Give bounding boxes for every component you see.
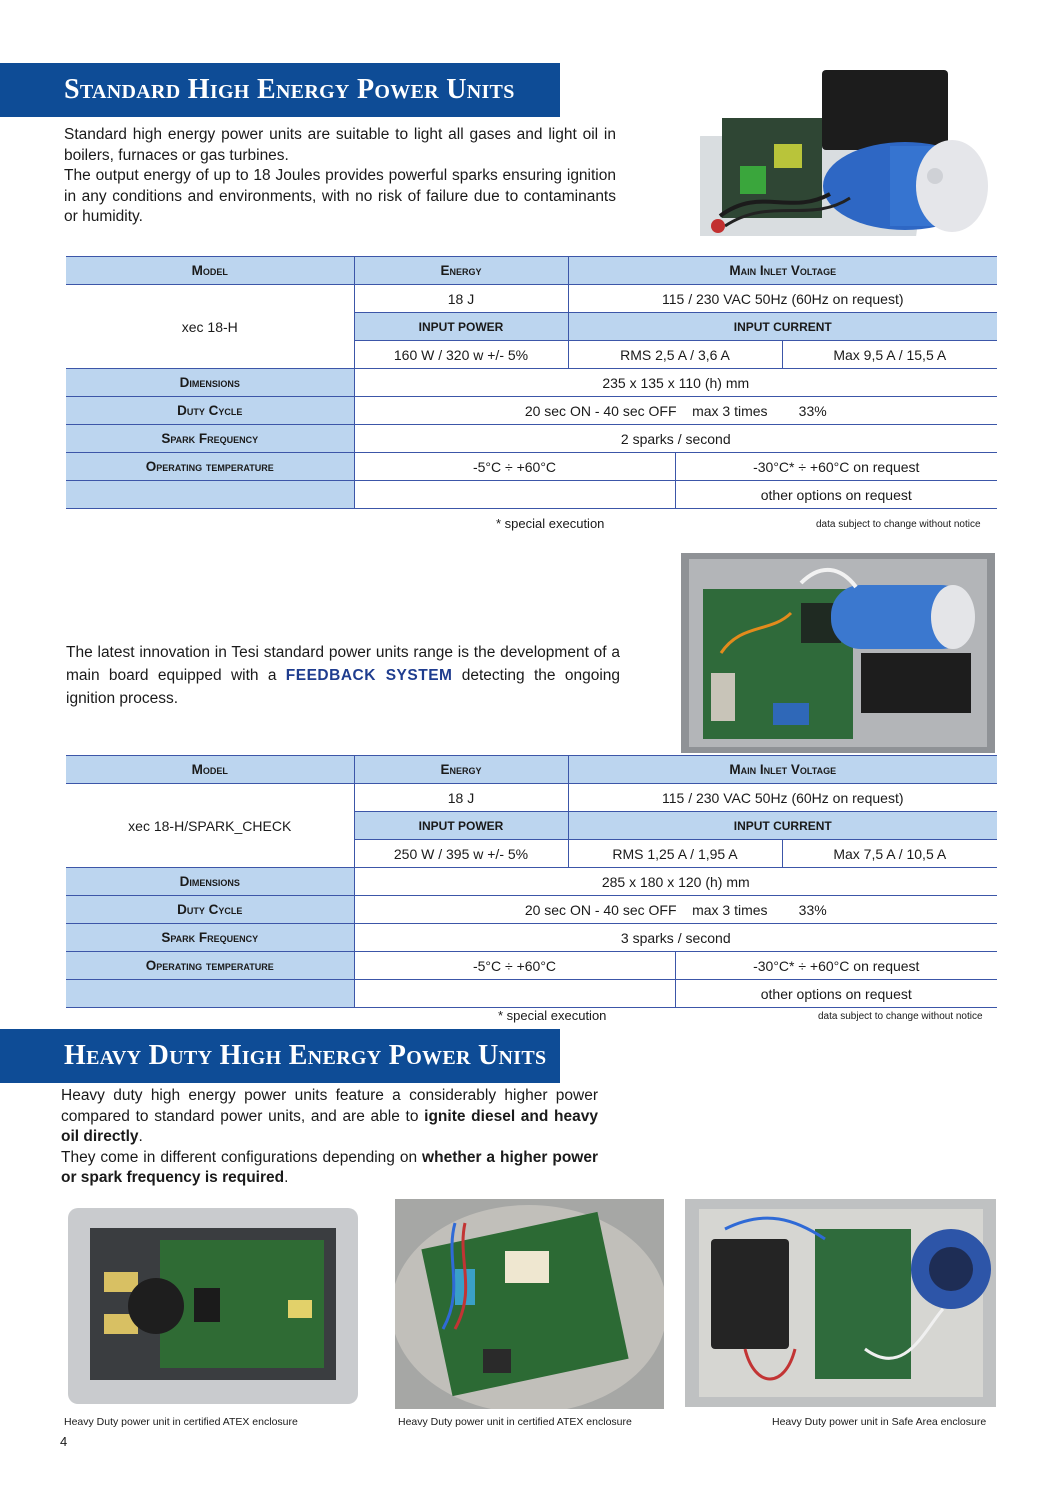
p1-text: Heavy duty high energy power units feature a considerably higher power compared to standard power units, and are able to (61, 1087, 598, 1125)
spark-frequency-value: 3 sparks / second (354, 924, 997, 952)
input-power-value: 160 W / 320 w +/- 5% (354, 341, 568, 369)
spark-frequency-label: Spark Frequency (66, 425, 354, 453)
header-energy: Energy (354, 257, 568, 285)
other-options: other options on request (675, 481, 997, 509)
spark-frequency-label: Spark Frequency (66, 924, 354, 952)
feedback-highlight: FEEDBACK SYSTEM (285, 667, 453, 684)
duty-cycle-label: Duty Cycle (66, 896, 354, 924)
voltage-value: 115 / 230 VAC 50Hz (60Hz on request) (568, 285, 997, 313)
operating-temperature-label: Operating temperature (66, 453, 354, 481)
operating-temperature-label: Operating temperature (66, 952, 354, 980)
p2-bold: whether a higher power or spark frequency is required (61, 1148, 598, 1186)
max-current-value: Max 9,5 A / 15,5 A (782, 341, 997, 369)
empty-cell (354, 980, 675, 1008)
duty-cycle-value: 20 sec ON - 40 sec OFF max 3 times 33% (354, 896, 997, 924)
header-voltage: Main Inlet Voltage (568, 756, 997, 784)
dimensions-label: Dimensions (66, 868, 354, 896)
input-power-value: 250 W / 395 w +/- 5% (354, 840, 568, 868)
energy-value: 18 J (354, 285, 568, 313)
empty-label-cell (66, 980, 354, 1008)
spark-frequency-value: 2 sparks / second (354, 425, 997, 453)
photo-safe-area-enclosure (685, 1199, 996, 1407)
input-power-label: INPUT POWER (354, 313, 568, 341)
input-current-label: INPUT CURRENT (568, 812, 997, 840)
section-title-text: Heavy Duty High Energy Power Units (64, 1040, 547, 1071)
spec-table-xec-18h (66, 256, 997, 509)
intro-line-1: Standard high energy power units are suitable to light all gases and light oil in boilers, furnaces or gas turbines. (64, 126, 616, 164)
temperature-standard: -5°C ÷ +60°C (354, 952, 675, 980)
section-title-heavy-duty (0, 1029, 560, 1083)
temperature-on-request: -30°C* ÷ +60°C on request (675, 952, 997, 980)
rms-current-value: RMS 1,25 A / 1,95 A (568, 840, 782, 868)
temperature-on-request: -30°C* ÷ +60°C on request (675, 453, 997, 481)
max-current-value: Max 7,5 A / 10,5 A (782, 840, 997, 868)
photo-atex-enclosure-2 (395, 1199, 664, 1409)
other-options: other options on request (675, 980, 997, 1008)
heavy-duty-paragraph (61, 1086, 598, 1189)
dimensions-label: Dimensions (66, 369, 354, 397)
duty-cycle-value: 20 sec ON - 40 sec OFF max 3 times 33% (354, 397, 997, 425)
section-title-text: Standard High Energy Power Units (64, 74, 515, 105)
input-power-label: INPUT POWER (354, 812, 568, 840)
voltage-value: 115 / 230 VAC 50Hz (60Hz on request) (568, 784, 997, 812)
energy-value: 18 J (354, 784, 568, 812)
page-number: 4 (60, 1434, 68, 1449)
feedback-text-before: The latest innovation in Tesi standard power units range is the development of a main board equipped with a (66, 644, 620, 684)
header-voltage: Main Inlet Voltage (568, 257, 997, 285)
intro-paragraph (64, 125, 616, 228)
photo-caption-3: Heavy Duty power unit in Safe Area enclosure (772, 1416, 987, 1428)
model-name: xec 18-H/SPARK_CHECK (66, 784, 354, 868)
special-execution-note: * special execution (496, 516, 605, 531)
empty-cell (354, 481, 675, 509)
duty-cycle-label: Duty Cycle (66, 397, 354, 425)
heavy-duty-line-2 (61, 1148, 598, 1189)
spec-table-xec-18h-spark-check (66, 755, 997, 1008)
disclaimer: data subject to change without notice (816, 519, 981, 530)
header-model: Model (66, 257, 354, 285)
photo-caption-1: Heavy Duty power unit in certified ATEX enclosure (64, 1416, 298, 1428)
feedback-paragraph (66, 641, 620, 710)
p2-text: They come in different configurations depending on (61, 1148, 423, 1166)
p2-end: . (284, 1169, 289, 1186)
model-name: xec 18-H (66, 285, 354, 369)
header-energy: Energy (354, 756, 568, 784)
dimensions-value: 285 x 180 x 120 (h) mm (354, 868, 997, 896)
header-model: Model (66, 756, 354, 784)
intro-line-2: The output energy of up to 18 Joules provides powerful sparks ensuring ignition in any conditions and environments, with no risk of failure due to contaminants or humidity. (64, 167, 616, 225)
input-current-label: INPUT CURRENT (568, 313, 997, 341)
p1-end: . (138, 1128, 143, 1145)
empty-label-cell (66, 481, 354, 509)
photo-caption-2: Heavy Duty power unit in certified ATEX enclosure (398, 1416, 632, 1428)
p1-bold: ignite diesel and heavy oil directly (61, 1107, 599, 1145)
feedback-text-after: detecting the ongoing ignition process. (66, 667, 621, 707)
special-execution-note: * special execution (498, 1008, 607, 1023)
product-photo-standard (700, 66, 1000, 248)
dimensions-value: 235 x 135 x 110 (h) mm (354, 369, 997, 397)
temperature-standard: -5°C ÷ +60°C (354, 453, 675, 481)
product-photo-feedback (681, 553, 995, 753)
section-title-standard (0, 63, 560, 117)
photo-atex-enclosure-1 (64, 1202, 362, 1408)
disclaimer: data subject to change without notice (818, 1011, 983, 1022)
rms-current-value: RMS 2,5 A / 3,6 A (568, 341, 782, 369)
heavy-duty-line-1 (61, 1086, 598, 1148)
